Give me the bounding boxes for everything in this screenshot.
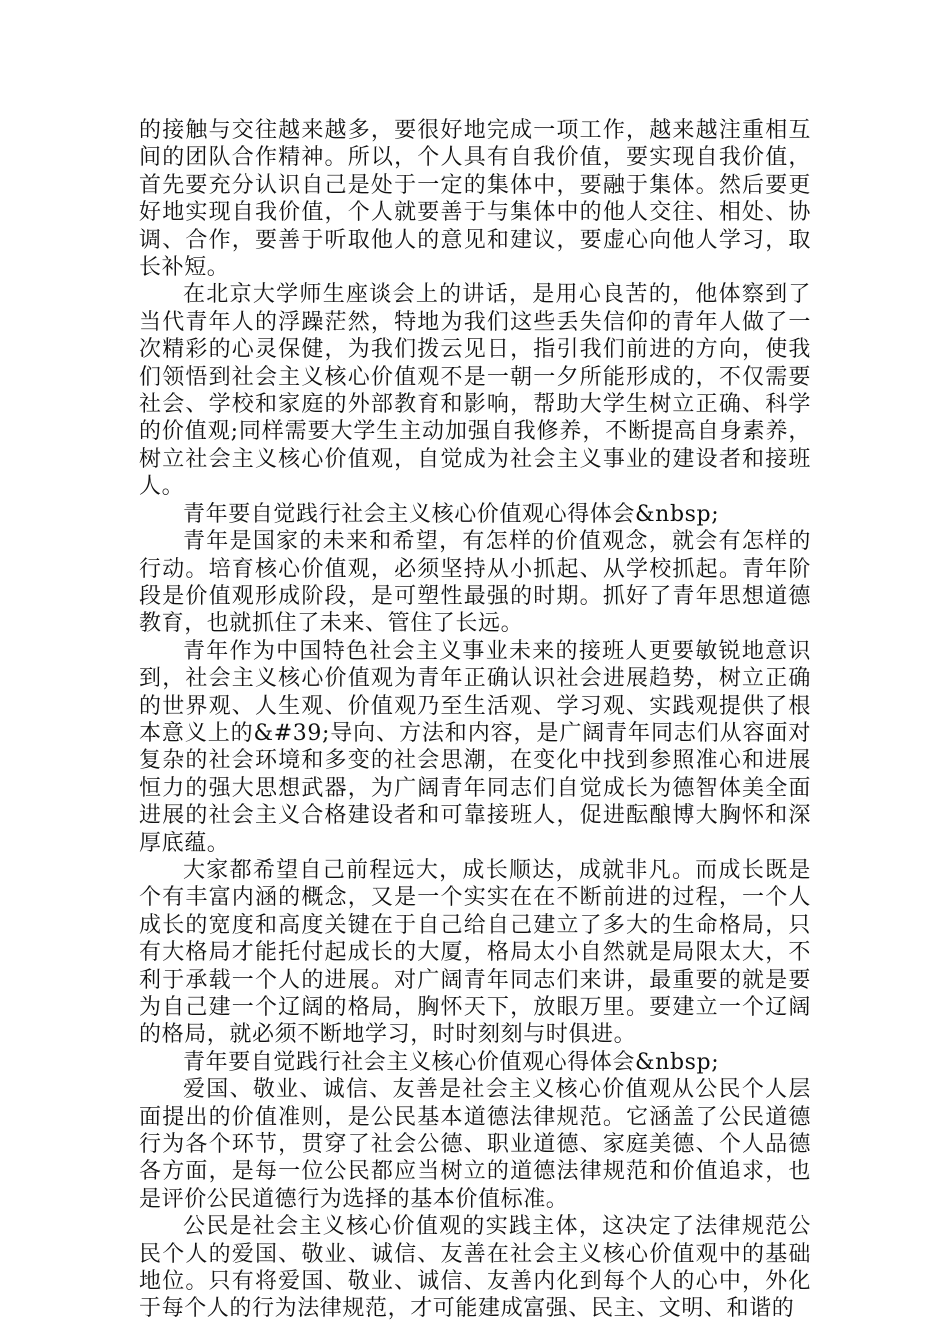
paragraph: 在北京大学师生座谈会上的讲话，是用心良苦的，他体察到了当代青年人的浮躁茫然，特地为我们这些丢失信仰的青年人做了一次精彩的心灵保健，为我们拨云见日，指引我们前进的方向，使我们领悟到社会主义核心价值观不是一朝一夕所能形成的，不仅需要社会、学校和家庭的外部教育和影响，帮助大学生树立正确、科学的价值观;同样需要大学生主动加强自我修养，不断提高自身素养，树立社会主义核心价值观，自觉成为社会主义事业的建设者和接班人。 xyxy=(139,282,811,500)
section-heading: 青年要自觉践行社会主义核心价值观心得体会&nbsp; xyxy=(183,501,720,527)
paragraph-continuation: 的接触与交往越来越多，要很好地完成一项工作，越来越注重相互间的团队合作精神。所以，个人具有自我价值，要实现自我价值，首先要充分认识自己是处于一定的集体中，要融于集体。然后要更好地实现自我价值，个人就要善于与集体中的他人交往、相处、协调、合作，要善于听取他人的意见和建议，要虚心向他人学习，取长补短。 xyxy=(139,118,811,281)
paragraph: 青年是国家的未来和希望，有怎样的价值观念，就会有怎样的行动。培育核心价值观，必须坚持从小抓起、从学校抓起。青年阶段是价值观形成阶段，是可塑性最强的时期。抓好了青年思想道德教育，也就抓住了未来、管住了长远。 xyxy=(139,529,811,637)
paragraph: 青年作为中国特色社会主义事业未来的接班人更要敏锐地意识到，社会主义核心价值观为青年正确认识社会进展趋势，树立正确的世界观、人生观、价值观乃至生活观、学习观、实践观提供了根本意义上的&#39;导向、方法和内容，是广阔青年同志们从容面对复杂的社会环境和多变的社会思潮，在变化中找到参照准心和进展恒力的强大思想武器，为广阔青年同志们自觉成长为德智体美全面进展的社会主义合格建设者和可靠接班人，促进酝酿博大胸怀和深厚底蕴。 xyxy=(139,638,811,856)
paragraph: 大家都希望自己前程远大，成长顺达，成就非凡。而成长既是个有丰富内涵的概念，又是一个实实在在不断前进的过程，一个人成长的宽度和高度关键在于自己给自己建立了多大的生命格局，只有大格局才能托付起成长的大厦，格局太小自然就是局限太大，不利于承载一个人的进展。对广阔青年同志们来讲，最重要的就是要为自己建一个辽阔的格局，胸怀天下，放眼万里。要建立一个辽阔的格局，就必须不断地学习，时时刻刻与时俱进。 xyxy=(139,857,811,1048)
paragraph: 爱国、敬业、诚信、友善是社会主义核心价值观从公民个人层面提出的价值准则，是公民基本道德法律规范。它涵盖了公民道德行为各个环节，贯穿了社会公德、职业道德、家庭美德、个人品德各方面，是每一位公民都应当树立的道德法律规范和价值追求，也是评价公民道德行为选择的基本价值标准。 xyxy=(139,1077,811,1212)
section-heading: 青年要自觉践行社会主义核心价值观心得体会&nbsp; xyxy=(183,1049,720,1075)
paragraph: 公民是社会主义核心价值观的实践主体，这决定了法律规范公民个人的爱国、敬业、诚信、友善在社会主义核心价值观中的基础地位。只有将爱国、敬业、诚信、友善内化到每个人的心中，外化于每个人的行为法律规范，才可能建成富强、民主、文明、和谐的 xyxy=(139,1214,811,1322)
document-body xyxy=(139,117,811,1323)
